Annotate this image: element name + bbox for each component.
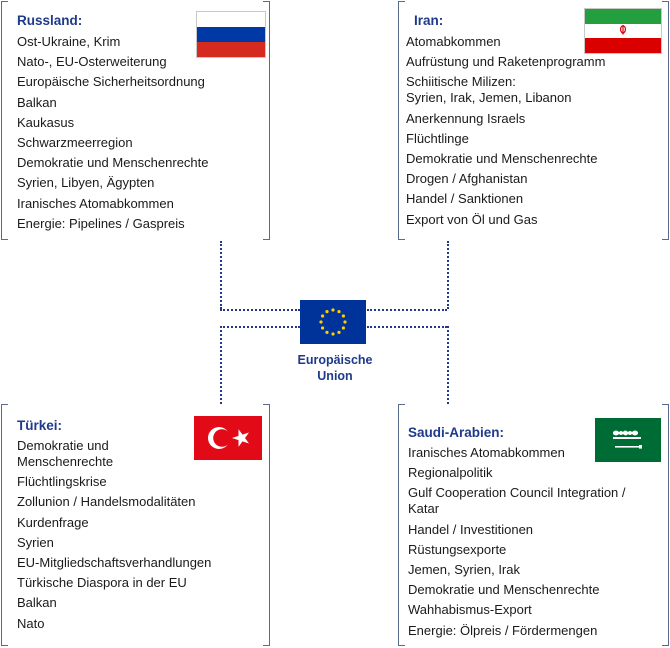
list-item: Gulf Cooperation Council Integration / Katar (408, 485, 626, 517)
bracket-right (263, 404, 270, 646)
list-item: Demokratie und Menschenrechte (17, 438, 114, 469)
connector-saudi-v (447, 326, 449, 404)
russia-title: Russland: (17, 13, 83, 28)
connector-turkey-v (220, 326, 222, 404)
list-item: Atomabkommen (406, 34, 501, 49)
iran-title: Iran: (414, 13, 444, 28)
list-item: Balkan (17, 94, 57, 110)
turkey-title: Türkei: (17, 418, 63, 433)
list-item: Aufrüstung und Raketenprogramm (406, 54, 606, 70)
list-item: Nato-, EU-Osterweiterung (17, 54, 167, 70)
saudi-flag-icon (595, 418, 661, 462)
list-item: Schiitische Milizen: Syrien, Irak, Jemen, Libanon (406, 74, 572, 106)
saudi-list (408, 445, 661, 643)
bracket-left (398, 404, 405, 646)
iran-box (398, 1, 669, 240)
list-item: Iranisches Atomabkommen (408, 445, 565, 460)
connector-turkey-h (220, 326, 300, 328)
connector-saudi-h (367, 326, 447, 328)
saudi-title: Saudi-Arabien: (408, 425, 505, 440)
list-item: Ost-Ukraine, Krim (17, 34, 121, 49)
russia-flag-icon (196, 11, 266, 58)
iran-flag-icon (584, 8, 662, 54)
eu-label (283, 352, 387, 384)
list-item: EU-Mitgliedschaftsverhandlungen (17, 554, 212, 570)
list-item: Demokratie und Menschenrechte (408, 582, 600, 598)
list-item: Europäische Sicherheitsordnung (17, 74, 205, 90)
list-item: Handel / Investitionen (408, 521, 534, 537)
list-item: Flüchtlinge (406, 130, 469, 146)
turkey-box (1, 404, 270, 646)
list-item: Export von Öl und Gas (406, 211, 538, 227)
list-item: Handel / Sanktionen (406, 191, 524, 207)
list-item: Balkan (17, 595, 57, 611)
list-item: Syrien (17, 534, 54, 550)
list-item: Türkische Diaspora in der EU (17, 575, 187, 591)
list-item: Drogen / Afghanistan (406, 171, 528, 187)
eu-label-line2: Union (317, 369, 353, 383)
list-item: Demokratie und Menschenrechte (406, 150, 598, 166)
list-item: Rüstungsexporte (408, 541, 507, 557)
eu-label-line1: Europäische (297, 353, 373, 367)
connector-iran-h (367, 309, 447, 311)
bracket-left (1, 404, 8, 646)
list-item: Iranisches Atomabkommen (17, 195, 174, 211)
list-item: Syrien, Libyen, Ägypten (17, 175, 155, 191)
bracket-left (1, 1, 8, 240)
iran-list (406, 34, 661, 232)
list-item: Wahhabismus-Export (408, 602, 532, 618)
bracket-left (398, 1, 405, 240)
list-item: Energie: Pipelines / Gaspreis (17, 215, 185, 231)
turkey-flag-icon (194, 416, 262, 460)
list-item: Energie: Ölpreis / Fördermengen (408, 622, 598, 638)
bracket-right (662, 1, 669, 240)
list-item: Demokratie und Menschenrechte (17, 155, 209, 171)
list-item: Kaukasus (17, 114, 75, 130)
bracket-right (662, 404, 669, 646)
russia-box (1, 1, 270, 240)
list-item: Schwarzmeerregion (17, 134, 133, 150)
list-item: Kurdenfrage (17, 514, 89, 530)
connector-russia-v (220, 241, 222, 309)
turkey-list (17, 438, 262, 636)
list-item: Regionalpolitik (408, 465, 493, 481)
connector-russia-h (220, 309, 300, 311)
russia-list (17, 34, 262, 236)
list-item: Flüchtlingskrise (17, 474, 107, 490)
eu-flag-icon (300, 300, 366, 344)
list-item: Zollunion / Handelsmodalitäten (17, 494, 196, 510)
list-item: Jemen, Syrien, Irak (408, 561, 520, 577)
saudi-box (398, 404, 669, 646)
connector-iran-v (447, 241, 449, 309)
list-item: Anerkennung Israels (406, 110, 526, 126)
list-item: Nato (17, 615, 45, 631)
